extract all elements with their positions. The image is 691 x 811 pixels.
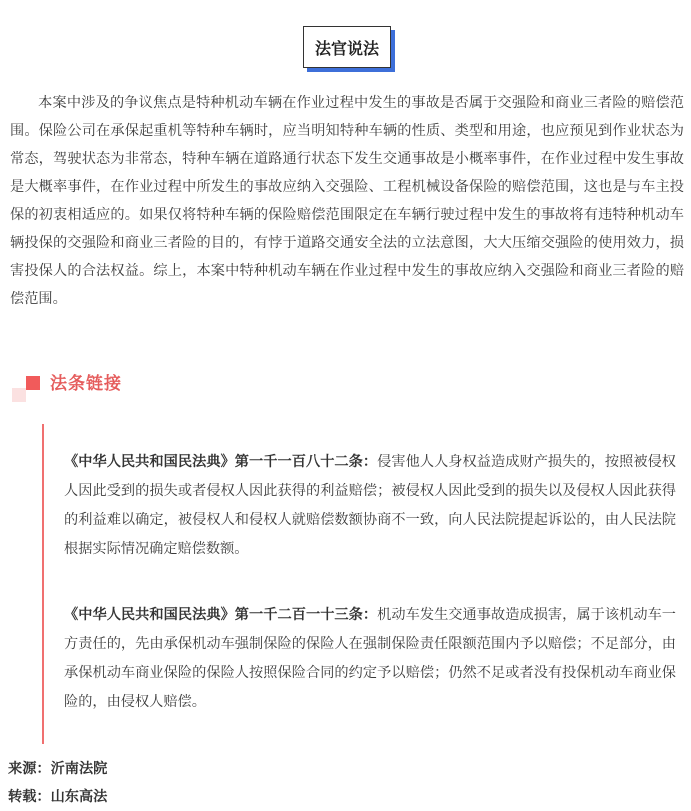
law-text: 机动车发生交通事故造成损害，属于该机动车一方责任的，先由承保机动车强制保险的保险人在强制保险责任限额范围内予以赔偿；不足部分，由承保机动车商业保险的保险人按照保险合同的约定予以赔偿；仍然不足或者没有投保机动车商业保险的，由侵权人赔偿。 [64, 607, 676, 710]
quote-border-line [42, 424, 44, 744]
law-text: 侵害他人人身权益造成财产损失的，按照被侵权人因此受到的损失或者侵权人因此获得的利益赔偿；被侵权人因此受到的损失以及侵权人因此获得的利益难以确定，被侵权人和侵权人就赔偿数额协商不一致，向人民法院提起诉讼的，由人民法院根据实际情况确定赔偿数额。 [64, 454, 676, 557]
page-title: 法官说法 [303, 26, 391, 68]
source-line [8, 758, 107, 778]
source-value: 沂南法院 [50, 761, 108, 777]
law-citation: 《中华人民共和国民法典》第一千二百一十三条： [64, 607, 378, 623]
heading-decor-square-red [26, 376, 40, 390]
heading-decor-square-light [12, 388, 26, 402]
repost-line [8, 786, 107, 806]
repost-label: 转载： [8, 789, 51, 805]
source-label: 来源： [8, 761, 51, 777]
repost-value: 山东高法 [50, 789, 108, 805]
law-article [64, 601, 676, 717]
law-citation: 《中华人民共和国民法典》第一千一百八十二条： [64, 454, 378, 470]
section-heading [12, 368, 212, 408]
analysis-paragraph [10, 89, 684, 313]
section-title-badge [303, 26, 397, 74]
section-heading-title: 法条链接 [50, 374, 122, 394]
law-article [64, 448, 676, 564]
analysis-text: 本案中涉及的争议焦点是特种机动车辆在作业过程中发生的事故是否属于交强险和商业三者险的赔偿范围。保险公司在承保起重机等特种车辆时，应当明知特种车辆的性质、类型和用途，也应预见到作业状态为常态，驾驶状态为非常态，特种车辆在道路通行状态下发生交通事故是小概率事件，在作业过程中发生事故是大概率事件，在作业过程中所发生的事故应纳入交强险、工程机械设备保险的赔偿范围，这也是与车主投保的初衷相适应的。如果仅将特种车辆的保险赔偿范围限定在车辆行驶过程中发生的事故将有违特种机动车辆投保的交强险和商业三者险的目的，有悖于道路交通安全法的立法意图，大大压缩交强险的使用效力，损害投保人的合法权益。综上，本案中特种机动车辆在作业过程中发生的事故应纳入交强险和商业三者险的赔偿范围。 [10, 95, 684, 307]
